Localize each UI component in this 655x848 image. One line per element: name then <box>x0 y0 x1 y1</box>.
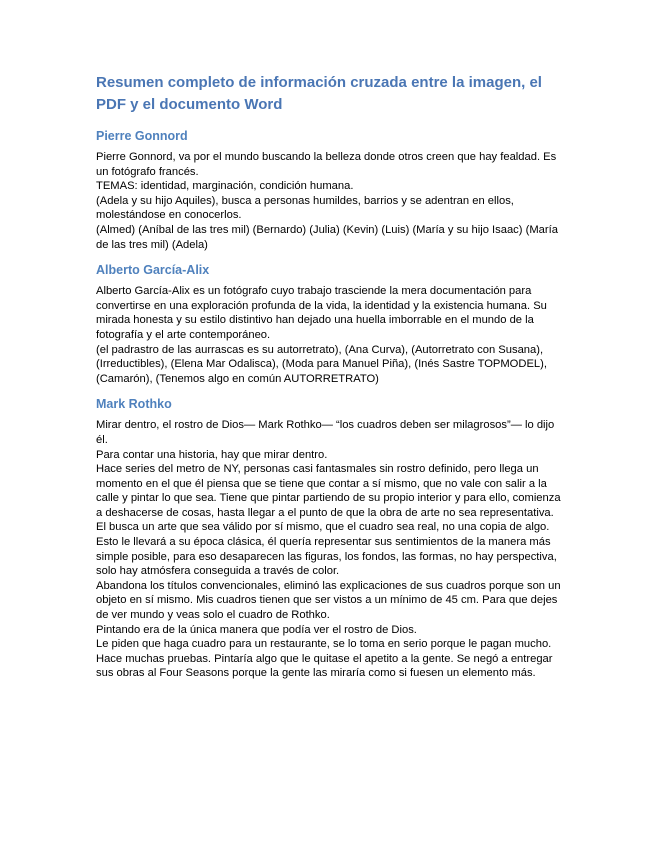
paragraph: Pierre Gonnord, va por el mundo buscando la belleza donde otros creen que hay fealdad. Es un fotógrafo francés. <box>96 151 557 178</box>
section-heading: Mark Rothko <box>96 397 172 412</box>
paragraph: El busca un arte que sea válido por sí mismo, que el cuadro sea real, no una copia de algo. <box>96 521 550 534</box>
paragraph: TEMAS: identidad, marginación, condición humana. <box>96 180 354 193</box>
paragraph: Esto le llevará a su época clásica, él quería representar sus sentimientos de la manera más simple posible, para eso desaparecen las figuras, los fondos, las formas, no hay perspectiva, solo hay atmósfera conseguida a través de color. <box>96 536 557 578</box>
paragraph: Mirar dentro, el rostro de Dios— Mark Rothko— “los cuadros deben ser milagrosos”— lo dijo él. <box>96 419 555 446</box>
paragraph: Hace series del metro de NY, personas casi fantasmales sin rostro definido, pero llega un momento en el que él piensa que se tiene que contar a sí mismo, que no vale con salir a la calle y pintar lo que sea. Tiene que pintar partiendo de su propio interior y para ello, comienza a deshacerse de cosas, hasta llegar a el punto de que la obra de arte no sea representativa. <box>96 463 561 519</box>
paragraph: Abandona los títulos convencionales, eliminó las explicaciones de sus cuadros porque son un objeto en sí mismo. Mis cuadros tienen que ser vistos a un mínimo de 45 cm. Para que dejes de ver mundo y veas solo el cuadro de Rothko. <box>96 579 561 622</box>
paragraph: (el padrastro de las aurrascas es su autorretrato), (Ana Curva), (Autorretrato con Susana), (Irreductibles), (Elena Mar Odalisca), (Moda para Manuel Piña), (Inés Sastre TOPMODEL), (Camarón), (Tenemos algo en común AUTORRETRATO) <box>96 343 547 385</box>
section-pierre-gonnord <box>96 128 564 252</box>
section-heading: Alberto García-Alix <box>96 263 210 278</box>
section-heading: Pierre Gonnord <box>96 129 188 143</box>
paragraph: Pintando era de la única manera que podía ver el rostro de Dios. <box>96 623 417 636</box>
section-alberto-garcia-alix <box>96 262 564 386</box>
section-mark-rothko <box>96 396 564 681</box>
document-page <box>96 72 564 691</box>
paragraph: Le piden que haga cuadro para un restaurante, se lo toma en serio porque le pagan mucho. Hace muchas pruebas. Pintaría algo que le quitase el apetito a la gente. Se negó a entregar sus obras al Four Seasons porque la gente las miraría como si fuesen un elemento más. <box>96 638 553 680</box>
paragraph: Para contar una historia, hay que mirar dentro. <box>96 448 328 461</box>
document-title: Resumen completo de información cruzada entre la imagen, el PDF y el documento Word <box>96 74 542 113</box>
paragraph: (Adela y su hijo Aquiles), busca a personas humildes, barrios y se adentran en ellos, molestándose en conocerlos. <box>96 194 514 222</box>
paragraph: (Almed) (Aníbal de las tres mil) (Bernardo) (Julia) (Kevin) (Luis) (María y su hijo Isaac) (María de las tres mil) (Adela) <box>96 223 558 251</box>
paragraph: Alberto García-Alix es un fotógrafo cuyo trabajo trasciende la mera documentación para convertirse en una exploración profunda de la vida, la identidad y la existencia humana. Su mirada honesta y su estilo distintivo han dejado una huella imborrable en el mundo de la fotografía y el arte contemporáneo. <box>96 285 547 341</box>
